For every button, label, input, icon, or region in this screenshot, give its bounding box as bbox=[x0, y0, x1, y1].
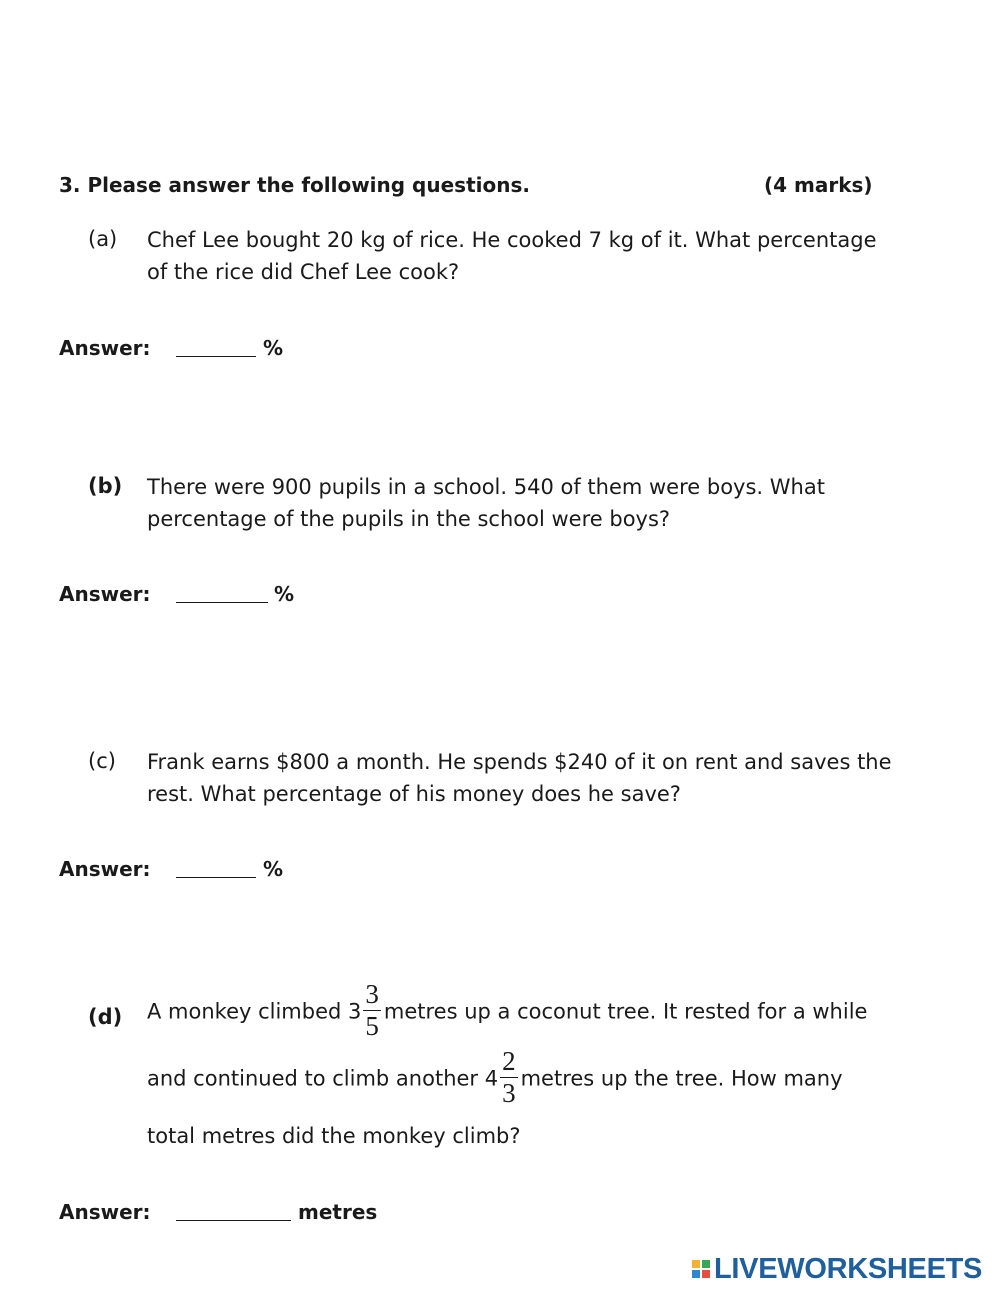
question-d-line-3: total metres did the monkey climb? bbox=[147, 1124, 521, 1148]
answer-b-input[interactable] bbox=[176, 582, 268, 603]
fraction-1-denominator: 5 bbox=[365, 1011, 379, 1041]
question-a-line-1: Chef Lee bought 20 kg of rice. He cooked 7 kg of it. What percentage bbox=[147, 228, 877, 252]
question-c-line-2: rest. What percentage of his money does he save? bbox=[147, 782, 681, 806]
question-c-text bbox=[147, 746, 892, 810]
answer-a-unit: % bbox=[263, 336, 284, 360]
question-d-line-2 bbox=[147, 1046, 843, 1109]
fraction-2-denominator: 3 bbox=[502, 1078, 516, 1108]
question-d-line-1-end: metres up a coconut tree. It rested for a while bbox=[383, 999, 868, 1024]
question-title: 3. Please answer the following questions. bbox=[59, 173, 530, 197]
question-c-label: (c) bbox=[88, 749, 116, 773]
fraction-1-numerator: 3 bbox=[365, 979, 379, 1009]
question-a-text bbox=[147, 224, 877, 288]
question-d-line-1-start: A monkey climbed 3 bbox=[147, 999, 362, 1024]
answer-c-label: Answer: bbox=[59, 857, 151, 881]
fraction-2-numerator: 2 bbox=[502, 1046, 516, 1076]
question-a-label: (a) bbox=[88, 227, 118, 251]
liveworksheets-logo bbox=[692, 1254, 982, 1284]
answer-d-unit: metres bbox=[298, 1200, 378, 1224]
question-d-line-1 bbox=[147, 979, 868, 1042]
answer-a-input[interactable] bbox=[176, 336, 256, 357]
fraction-two-thirds bbox=[500, 1048, 518, 1107]
question-b-label: (b) bbox=[88, 474, 123, 498]
question-d-line-2-end: metres up the tree. How many bbox=[520, 1066, 843, 1091]
answer-c-input[interactable] bbox=[176, 857, 256, 878]
question-d-line-2-start: and continued to climb another 4 bbox=[147, 1066, 499, 1091]
answer-a-label: Answer: bbox=[59, 336, 151, 360]
answer-c-unit: % bbox=[263, 857, 284, 881]
answer-b-label: Answer: bbox=[59, 582, 151, 606]
question-d-label: (d) bbox=[88, 1005, 123, 1029]
answer-d-label: Answer: bbox=[59, 1200, 151, 1224]
fraction-three-fifths bbox=[363, 981, 381, 1040]
question-c-line-1: Frank earns $800 a month. He spends $240 of it on rent and saves the bbox=[147, 750, 892, 774]
question-b-line-2: percentage of the pupils in the school were boys? bbox=[147, 507, 671, 531]
liveworksheets-icon bbox=[692, 1260, 710, 1278]
question-a-line-2: of the rice did Chef Lee cook? bbox=[147, 260, 460, 284]
question-b-line-1: There were 900 pupils in a school. 540 of them were boys. What bbox=[147, 475, 825, 499]
question-b-text bbox=[147, 471, 825, 535]
answer-b-unit: % bbox=[274, 582, 295, 606]
marks-label: (4 marks) bbox=[764, 173, 873, 197]
answer-d-input[interactable] bbox=[176, 1200, 291, 1221]
liveworksheets-logo-text: LIVEWORKSHEETS bbox=[714, 1252, 983, 1285]
